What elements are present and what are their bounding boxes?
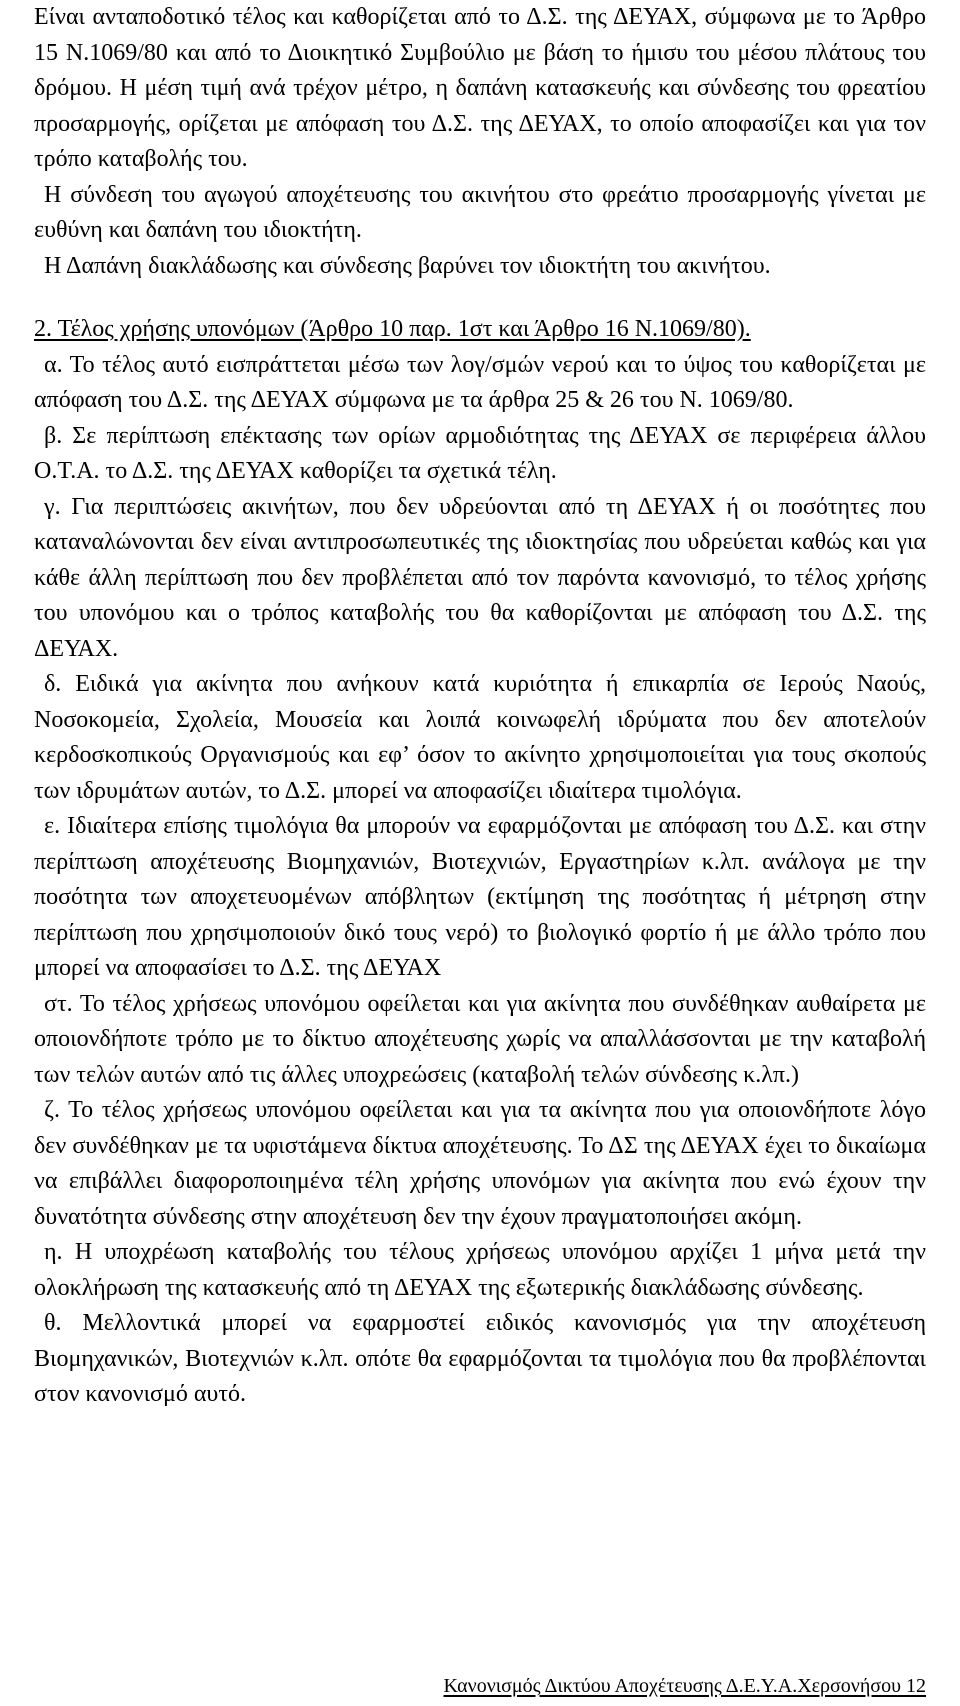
paragraph-fee-definition: Είναι ανταποδοτικό τέλος και καθορίζεται από το Δ.Σ. της ΔΕΥΑΧ, σύμφωνα με το Άρθρο 15 Ν.1069/80 και από το Διοικητικό Συμβούλιο με βάση το ήμισυ του μέσου πλάτους του δρόμου. Η μέση τιμή ανά τρέχον μέτρο, η δαπάνη κατασκευής και σύνδεσης του φρεατίου προσαρμογής, ορίζεται με απόφαση του Δ.Σ. της ΔΕΥΑΧ, το οποίο αποφασίζει και για τον τρόπο καταβολής του.	[34, 4, 926, 172]
list-item-beta: β. Σε περίπτωση επέκτασης των ορίων αρμοδιότητας της ΔΕΥΑΧ σε περιφέρεια άλλου Ο.Τ.Α. το Δ.Σ. της ΔΕΥΑΧ καθορίζει τα σχετικά τέλη.	[34, 422, 926, 484]
list-item-stigma: στ. Το τέλος χρήσεως υπονόμου οφείλεται και για ακίνητα που συνδέθηκαν αυθαίρετα με οποιονδήποτε τρόπο με το δίκτυο αποχέτευσης χωρίς να απαλλάσσονται με την καταβολή των τελών αυτών από τις άλλες υποχρεώσεις (καταβολή τελών σύνδεσης κ.λπ.)	[34, 990, 926, 1088]
list-item-epsilon: ε. Ιδιαίτερα επίσης τιμολόγια θα μπορούν να εφαρμόζονται με απόφαση του Δ.Σ. και στην περίπτωση αποχέτευσης Βιομηχανιών, Βιοτεχνιών, Εργαστηρίων κ.λπ. ανάλογα με την ποσότητα των αποχετευομένων απόβλητων (εκτίμηση της ποσότητας ή μέτρηση στην περίπτωση που χρησιμοποιούν δικό τους νερό) το βιολογικό φορτίο ή με άλλο τρόπο που μπορεί να αποφασίσει το Δ.Σ. της ΔΕΥΑΧ	[34, 813, 926, 981]
list-item-gamma: γ. Για περιπτώσεις ακινήτων, που δεν υδρεύονται από τη ΔΕΥΑΧ ή οι ποσότητες που καταναλώνονται δεν είναι αντιπροσωπευτικές της ιδιοκτησίας που υδρεύεται καθώς και για κάθε άλλη περίπτωση που δεν προβλέπεται από τον παρόντα κανονισμό, το τέλος χρήσης του υπονόμου και ο τρόπος καταβολής του θα καθορίζονται με απόφαση του Δ.Σ. της ΔΕΥΑΧ.	[34, 493, 926, 662]
list-item-alpha: α. Το τέλος αυτό εισπράττεται μέσω των λογ/σμών νερού και το ύψος του καθορίζεται με απόφαση του Δ.Σ. της ΔΕΥΑΧ σύμφωνα με τα άρθρα 25 & 26 του Ν. 1069/80.	[34, 351, 926, 413]
list-item-zeta: ζ. Το τέλος χρήσεως υπονόμου οφείλεται και για τα ακίνητα που για οποιονδήποτε λόγο δεν συνδέθηκαν με τα υφιστάμενα δίκτυα αποχέτευσης. Το ΔΣ της ΔΕΥΑΧ έχει το δικαίωμα να επιβάλλει διαφοροποιημένα τέλη χρήσης υπονόμων για ακίνητα που ενώ έχουν την δυνατότητα σύνδεσης στην αποχέτευση δεν την έχουν πραγματοποιήσει ακόμη.	[34, 1097, 926, 1230]
page-footer: Κανονισμός Δικτύου Αποχέτευσης Δ.Ε.Υ.Α.Χερσονήσου 12	[443, 1675, 926, 1697]
paragraph-sewer-connection: Η σύνδεση του αγωγού αποχέτευσης του ακινήτου στο φρεάτιο προσαρμογής γίνεται με ευθύνη και δαπάνη του ιδιοκτήτη.	[34, 181, 926, 243]
list-item-eta: η. Η υποχρέωση καταβολής του τέλους χρήσεως υπονόμου αρχίζει 1 μήνα μετά την ολοκλήρωση της κατασκευής από τη ΔΕΥΑΧ της εξωτερικής διακλάδωσης σύνδεσης.	[34, 1239, 926, 1301]
section-heading-text: 2. Τέλος χρήσης υπονόμων (Άρθρο 10 παρ. 1στ και Άρθρο 16 Ν.1069/80).	[34, 316, 751, 342]
document-body	[34, 0, 926, 1413]
list-item-theta: θ. Μελλοντικά μπορεί να εφαρμοστεί ειδικός κανονισμός για την αποχέτευση Βιομηχανικών, Βιοτεχνιών κ.λπ. οπότε θα εφαρμόζονται τα τιμολόγια που θα προβλέπονται στον κανονισμό αυτό.	[34, 1310, 926, 1407]
list-item-delta: δ. Ειδικά για ακίνητα που ανήκουν κατά κυριότητα ή επικαρπία σε Ιερούς Ναούς, Νοσοκομεία, Σχολεία, Μουσεία και λοιπά κοινωφελή ιδρύματα που δεν αποτελούν κερδοσκοπικούς Οργανισμούς και εφ’ όσον το ακίνητο χρησιμοποιείται για τους σκοπούς των ιδρυμάτων αυτών, το Δ.Σ. μπορεί να αποφασίζει ιδιαίτερα τιμολόγια.	[34, 671, 926, 804]
paragraph-branch-cost: Η Δαπάνη διακλάδωσης και σύνδεσης βαρύνει τον ιδιοκτήτη του ακινήτου.	[44, 252, 771, 279]
section-heading	[34, 312, 926, 348]
section-spacer	[34, 284, 926, 312]
